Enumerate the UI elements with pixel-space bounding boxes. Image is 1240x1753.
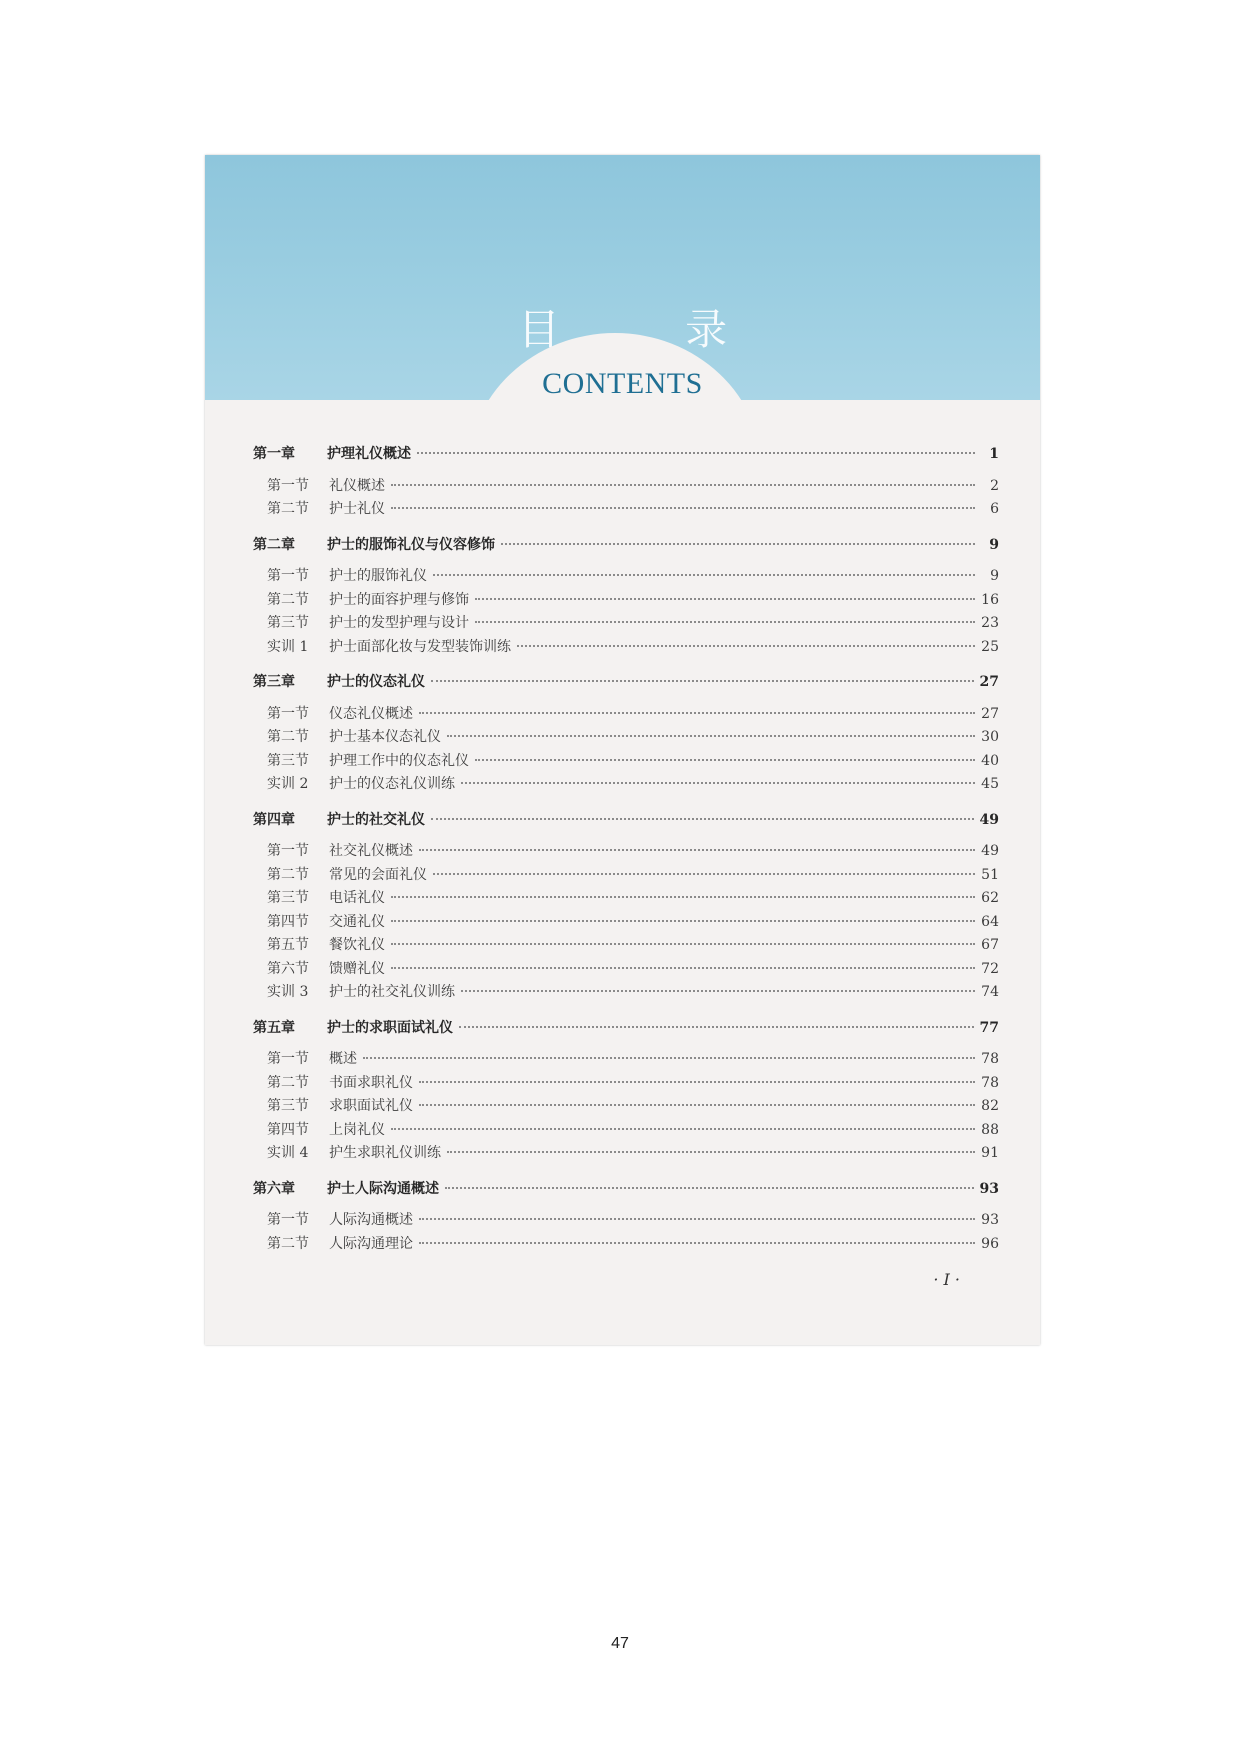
toc-leader-dots (391, 507, 975, 509)
toc-chapter-title: 护士的服饰礼仪与仪容修饰 (327, 536, 495, 553)
toc-section-row (253, 1095, 999, 1119)
toc-section-title: 仪态礼仪概述 (329, 705, 413, 722)
toc-section-row (253, 1209, 999, 1233)
toc-section-title: 交通礼仪 (329, 913, 385, 930)
toc-section-row (253, 612, 999, 636)
toc-section-row (253, 1233, 999, 1257)
toc-section-label: 第三节 (267, 890, 309, 906)
toc-section-page: 82 (981, 1098, 999, 1114)
toc-section-page: 96 (981, 1235, 999, 1252)
toc-section-title: 护士基本仪态礼仪 (329, 729, 441, 745)
toc-leader-dots (391, 484, 975, 486)
toc-leader-dots (433, 574, 975, 576)
toc-leader-dots (419, 1104, 975, 1106)
page-number: 47 (611, 1635, 629, 1652)
toc-section-label: 第一节 (267, 568, 309, 584)
toc-section-label: 第二节 (267, 1235, 309, 1252)
folio-number: · I · (933, 1270, 960, 1289)
toc-leader-dots (475, 598, 975, 600)
toc-section-page: 30 (981, 729, 999, 745)
toc-section-label: 实训 3 (267, 984, 309, 1000)
toc-section-label: 第三节 (267, 1098, 309, 1114)
toc-section-row (253, 726, 999, 750)
toc-section-label: 第二节 (267, 591, 309, 608)
toc-leader-dots (419, 1081, 975, 1083)
toc-section-label: 第二节 (267, 866, 309, 883)
toc-section-row (253, 1048, 999, 1072)
toc-section-title: 上岗礼仪 (329, 1121, 385, 1138)
toc-chapter-page: 93 (979, 1180, 999, 1197)
toc-section-label: 第一节 (267, 1212, 309, 1228)
toc-section-page: 40 (981, 752, 999, 769)
toc-section-page: 2 (990, 477, 999, 494)
toc-chapter-row (253, 809, 999, 833)
toc-section-page: 64 (981, 913, 999, 930)
toc-section-title: 护士面部化妆与发型装饰训练 (329, 638, 511, 655)
toc-leader-dots (391, 1128, 975, 1130)
table-of-contents (253, 443, 999, 1256)
toc-section-label: 第六节 (267, 960, 309, 977)
toc-section-title: 社交礼仪概述 (329, 843, 413, 859)
toc-section-page: 91 (981, 1145, 999, 1161)
toc-chapter-label: 第三章 (253, 674, 295, 690)
toc-section-title: 书面求职礼仪 (329, 1074, 413, 1091)
toc-section-page: 16 (981, 591, 999, 608)
toc-leader-dots (391, 920, 975, 922)
toc-leader-dots (447, 735, 975, 737)
toc-section-label: 第一节 (267, 843, 309, 859)
toc-section-title: 餐饮礼仪 (329, 937, 385, 953)
toc-leader-dots (475, 759, 975, 761)
toc-chapter-page: 49 (979, 811, 999, 828)
toc-chapter-label: 第四章 (253, 811, 295, 828)
toc-section-page: 9 (990, 568, 999, 584)
toc-chapter-title: 护理礼仪概述 (327, 446, 411, 462)
toc-section-title: 护士的仪态礼仪训练 (329, 776, 455, 792)
toc-section-row (253, 934, 999, 958)
toc-section-page: 49 (981, 843, 999, 859)
toc-leader-dots (419, 712, 975, 714)
scanned-toc-page (205, 155, 1040, 1345)
toc-section-page: 78 (981, 1074, 999, 1091)
toc-leader-dots (445, 1187, 974, 1189)
toc-chapter-page: 9 (989, 536, 999, 553)
toc-section-title: 概述 (329, 1051, 357, 1067)
toc-section-label: 第二节 (267, 501, 309, 517)
toc-section-page: 62 (981, 890, 999, 906)
toc-leader-dots (391, 896, 975, 898)
toc-chapter-row (253, 1017, 999, 1041)
toc-section-page: 72 (981, 960, 999, 977)
toc-section-row (253, 911, 999, 935)
toc-section-row (253, 1142, 999, 1166)
toc-section-label: 第四节 (267, 1121, 309, 1138)
toc-leader-dots (419, 1242, 975, 1244)
page-title: 目 录 (517, 305, 784, 354)
toc-chapter-label: 第一章 (253, 446, 295, 462)
toc-section-label: 第四节 (267, 913, 309, 930)
toc-section-title: 求职面试礼仪 (329, 1098, 413, 1114)
toc-leader-dots (391, 967, 975, 969)
toc-leader-dots (419, 849, 975, 851)
toc-leader-dots (431, 680, 974, 682)
toc-section-row (253, 958, 999, 982)
toc-section-row (253, 750, 999, 774)
toc-leader-dots (461, 990, 975, 992)
toc-section-label: 第五节 (267, 937, 309, 953)
toc-section-title: 护士礼仪 (329, 501, 385, 517)
toc-section-page: 93 (981, 1212, 999, 1228)
toc-section-title: 护士的社交礼仪训练 (329, 984, 455, 1000)
toc-section-label: 第一节 (267, 705, 309, 722)
toc-section-page: 45 (981, 776, 999, 792)
toc-chapter-row (253, 534, 999, 558)
toc-section-title: 护理工作中的仪态礼仪 (329, 752, 469, 769)
toc-section-page: 23 (981, 615, 999, 631)
toc-leader-dots (501, 543, 975, 545)
toc-section-page: 67 (981, 937, 999, 953)
toc-section-title: 护生求职礼仪训练 (329, 1145, 441, 1161)
toc-section-row (253, 773, 999, 797)
toc-section-page: 25 (981, 638, 999, 655)
toc-section-title: 馈赠礼仪 (329, 960, 385, 977)
toc-section-title: 人际沟通理论 (329, 1235, 413, 1252)
toc-section-row (253, 636, 999, 660)
toc-section-row (253, 589, 999, 613)
toc-section-page: 6 (990, 501, 999, 517)
toc-section-label: 实训 1 (267, 638, 309, 655)
toc-section-row (253, 864, 999, 888)
toc-leader-dots (475, 621, 975, 623)
toc-leader-dots (447, 1151, 975, 1153)
toc-leader-dots (517, 645, 975, 647)
toc-chapter-label: 第五章 (253, 1019, 295, 1036)
toc-leader-dots (433, 873, 975, 875)
toc-section-row (253, 981, 999, 1005)
toc-chapter-label: 第六章 (253, 1180, 295, 1197)
toc-section-row (253, 1072, 999, 1096)
toc-section-page: 51 (981, 866, 999, 883)
toc-chapter-row (253, 1178, 999, 1202)
toc-section-row (253, 498, 999, 522)
toc-chapter-title: 护士人际沟通概述 (327, 1180, 439, 1197)
toc-chapter-page: 27 (979, 674, 999, 690)
toc-chapter-row (253, 671, 999, 695)
toc-leader-dots (461, 782, 975, 784)
toc-section-title: 护士的面容护理与修饰 (329, 591, 469, 608)
toc-chapter-title: 护士的社交礼仪 (327, 811, 425, 828)
toc-leader-dots (459, 1026, 974, 1028)
toc-section-label: 第一节 (267, 477, 309, 494)
toc-section-row (253, 703, 999, 727)
toc-section-page: 74 (981, 984, 999, 1000)
toc-section-label: 实训 4 (267, 1145, 309, 1161)
toc-chapter-label: 第二章 (253, 536, 295, 553)
toc-chapter-title: 护士的求职面试礼仪 (327, 1019, 453, 1036)
toc-section-label: 第三节 (267, 752, 309, 769)
toc-section-label: 第三节 (267, 615, 309, 631)
toc-section-page: 78 (981, 1051, 999, 1067)
toc-leader-dots (391, 943, 975, 945)
toc-chapter-page: 77 (979, 1019, 999, 1036)
toc-section-title: 电话礼仪 (329, 890, 385, 906)
toc-leader-dots (419, 1218, 975, 1220)
toc-section-title: 常见的会面礼仪 (329, 866, 427, 883)
toc-section-label: 第二节 (267, 729, 309, 745)
toc-section-title: 护士的服饰礼仪 (329, 568, 427, 584)
toc-section-title: 礼仪概述 (329, 477, 385, 494)
toc-section-page: 88 (981, 1121, 999, 1138)
toc-section-row (253, 840, 999, 864)
toc-section-title: 人际沟通概述 (329, 1212, 413, 1228)
toc-chapter-page: 1 (989, 446, 999, 462)
toc-section-label: 第一节 (267, 1051, 309, 1067)
toc-leader-dots (417, 452, 975, 454)
toc-section-page: 27 (981, 705, 999, 722)
toc-section-row (253, 475, 999, 499)
toc-section-title: 护士的发型护理与设计 (329, 615, 469, 631)
toc-section-row (253, 565, 999, 589)
toc-leader-dots (431, 818, 974, 820)
toc-chapter-row (253, 443, 999, 467)
toc-section-label: 实训 2 (267, 776, 309, 792)
toc-section-row (253, 1119, 999, 1143)
toc-section-label: 第二节 (267, 1074, 309, 1091)
toc-chapter-title: 护士的仪态礼仪 (327, 674, 425, 690)
page-subtitle: CONTENTS (542, 367, 703, 400)
toc-leader-dots (363, 1057, 975, 1059)
toc-section-row (253, 887, 999, 911)
